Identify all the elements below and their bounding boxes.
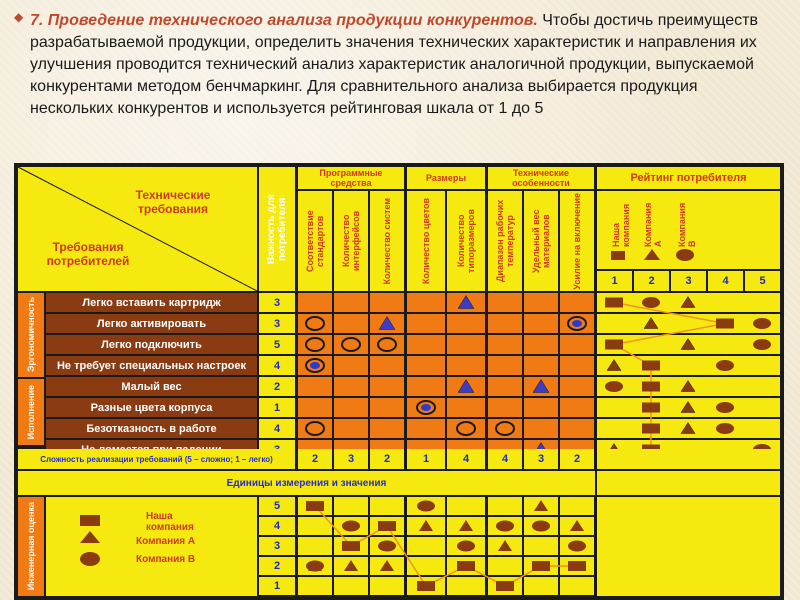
eng-our-company-icon <box>342 541 360 551</box>
eng-our-company-icon <box>306 501 324 511</box>
rating-header: Рейтинг потребителя <box>597 167 780 189</box>
eng-company-b-icon <box>457 541 475 552</box>
eng-company-b-icon <box>532 521 550 532</box>
complexity-value: 3 <box>524 449 558 469</box>
side-group-engineering: Инженерная оценка <box>18 497 44 596</box>
complexity-value: 3 <box>334 449 368 469</box>
eng-company-a-icon <box>380 560 394 571</box>
rating-scale-cell: 1 <box>597 271 632 291</box>
group-header-sizes: Размеры <box>407 167 485 189</box>
requirement-label: Безотказность в работе <box>46 419 257 438</box>
col-header-4: Количество цветов <box>407 191 445 291</box>
col-header-6: Диапазон рабочих температур <box>488 191 522 291</box>
eng-company-a-icon <box>419 520 433 531</box>
corner-top-label: Технические требования <box>135 188 211 216</box>
requirement-label: Не требует специальных настроек <box>46 356 257 375</box>
complexity-value: 1 <box>407 449 445 469</box>
engineering-scale-value: 1 <box>259 577 295 595</box>
rating-scale-cell: 3 <box>671 271 706 291</box>
engineering-scale-value: 5 <box>259 497 295 515</box>
col-header-5: Количество типоразмеров <box>447 191 485 291</box>
eng-company-b-icon <box>496 521 514 532</box>
complexity-value: 2 <box>370 449 404 469</box>
eng-legend-b: Компания В <box>136 554 196 565</box>
corner-bottom-label: Требования потребителей <box>46 240 130 268</box>
importance-value: 3 <box>259 293 295 312</box>
rating-scale-cell: 5 <box>745 271 780 291</box>
eng-company-b-icon <box>378 541 396 552</box>
importance-value: 3 <box>259 314 295 333</box>
requirement-label: Легко вставить картридж <box>46 293 257 312</box>
eng-company-a-icon <box>534 500 548 511</box>
importance-value: 5 <box>259 335 295 354</box>
group-header-technical: Технические особенности <box>488 167 594 189</box>
eng-company-a-icon <box>344 560 358 571</box>
group-header-software: Программные средства <box>298 167 404 189</box>
eng-our-company-icon <box>532 561 550 571</box>
eng-company-b-icon <box>306 561 324 572</box>
eng-company-a-icon <box>459 520 473 531</box>
eng-company-b-icon <box>342 521 360 532</box>
col-header-8: Усилие на включение <box>560 191 594 291</box>
eng-company-a-icon <box>498 540 512 551</box>
eng-our-company-icon <box>378 521 396 531</box>
importance-value: 4 <box>259 419 295 438</box>
importance-header-label: Важность для потребителя <box>266 194 288 264</box>
side-group-ergonomics: Эргономичность <box>18 293 44 377</box>
eng-company-b-icon <box>417 501 435 512</box>
legend-company-b: Компания В <box>677 202 697 247</box>
eng-company-b-icon <box>568 541 586 552</box>
engineering-scale-value: 3 <box>259 537 295 555</box>
eng-our-company-icon <box>417 581 435 591</box>
engineering-filler <box>597 497 780 596</box>
col-header-7: Удельный вес материалов <box>524 191 558 291</box>
eng-legend-our: Наша компания <box>146 511 194 533</box>
side-group-execution: Исполнение <box>18 379 44 445</box>
eng-legend-a: Компания А <box>136 536 196 547</box>
complexity-value: 2 <box>560 449 594 469</box>
requirement-label: Малый вес <box>46 377 257 396</box>
intro-body: Чтобы достичь преимуществ разрабатываемой продукции, определить значения технических характеристик и направления их улучшения проводится технический анализ характеристик аналогичной продукции, выпускаемой конкурентами методом бенчмаркинг. Для сравнительного анализа выбирается продукция нескольких конкурентов и используется рейтинговая шкала от 1 до 5 <box>30 12 758 117</box>
units-row: Единицы измерения и значения <box>18 471 595 495</box>
complexity-label: Сложность реализации требований (5 – сложно; 1 – легко) <box>18 449 295 469</box>
legend-our-company: Наша компания <box>611 203 631 247</box>
bullet-icon: ◆ <box>14 10 24 24</box>
eng-our-company-icon <box>457 561 475 571</box>
eng-our-company-icon <box>496 581 514 591</box>
col-header-1: Соответствие стандартов <box>298 191 332 291</box>
requirement-label: Легко подключить <box>46 335 257 354</box>
col-header-2: Количество интерфейсов <box>334 191 368 291</box>
rating-scale-cell: 4 <box>708 271 743 291</box>
complexity-value: 4 <box>488 449 522 469</box>
complexity-value: 4 <box>447 449 485 469</box>
importance-value: 1 <box>259 398 295 417</box>
intro-paragraph <box>30 10 780 120</box>
requirement-label: Легко активировать <box>46 314 257 333</box>
col-header-3: Количество систем <box>370 191 404 291</box>
intro-heading: 7. Проведение технического анализа продукции конкурентов. <box>30 12 538 29</box>
rating-scale-cell: 2 <box>634 271 669 291</box>
legend-company-a: Компания А <box>643 202 663 247</box>
importance-value: 4 <box>259 356 295 375</box>
engineering-scale-value: 2 <box>259 557 295 575</box>
complexity-value: 2 <box>298 449 332 469</box>
requirement-label: Разные цвета корпуса <box>46 398 257 417</box>
eng-company-a-icon <box>570 520 584 531</box>
engineering-scale-value: 4 <box>259 517 295 535</box>
eng-our-company-icon <box>568 561 586 571</box>
importance-value: 2 <box>259 377 295 396</box>
benchmark-table <box>14 163 784 600</box>
